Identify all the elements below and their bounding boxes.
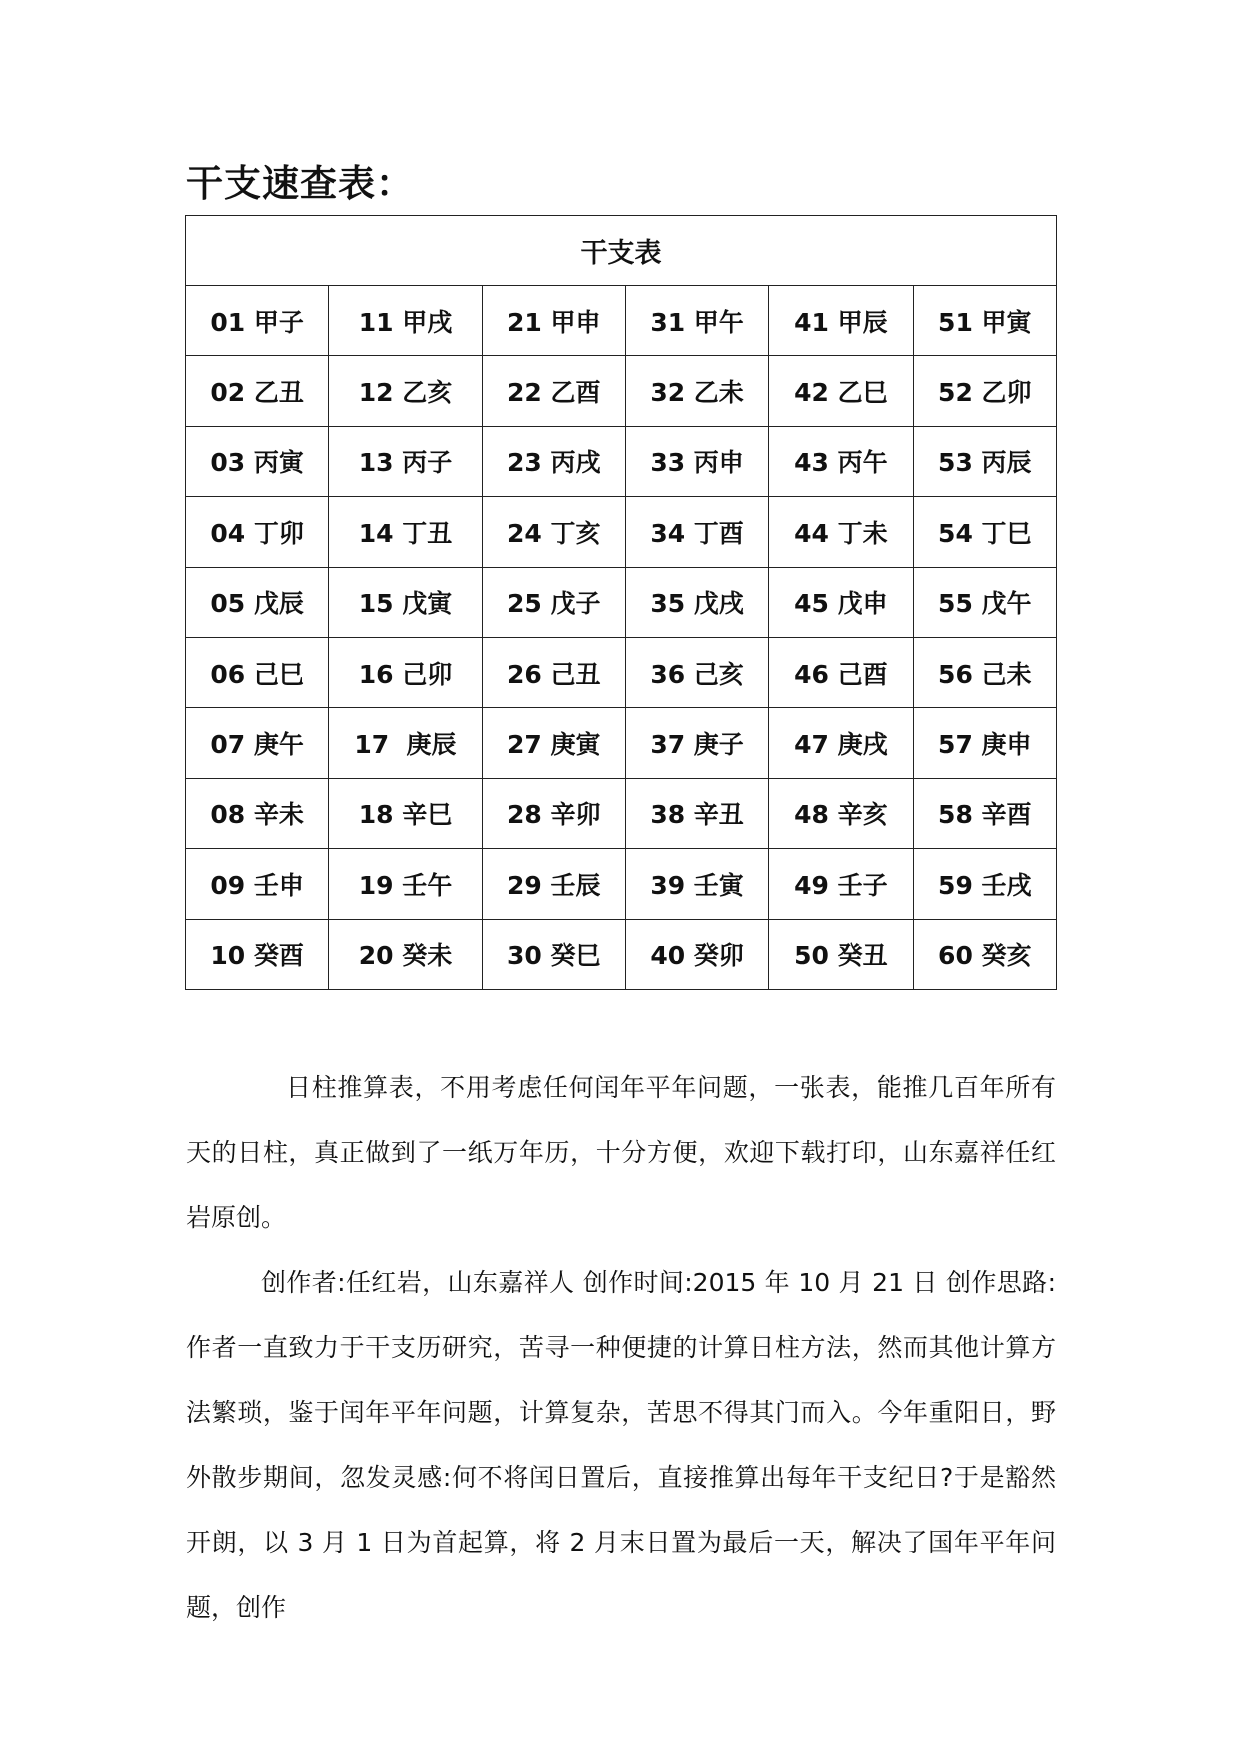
ganzhi-cell: 34 丁酉 bbox=[625, 497, 768, 567]
ganzhi-cell: 51 甲寅 bbox=[913, 286, 1056, 356]
table-row bbox=[186, 497, 1057, 567]
ganzhi-cell: 28 辛卯 bbox=[482, 778, 625, 848]
ganzhi-cell: 59 壬戌 bbox=[913, 849, 1056, 919]
table-caption-row bbox=[186, 216, 1057, 286]
table-row bbox=[186, 356, 1057, 426]
table-row bbox=[186, 849, 1057, 919]
ganzhi-cell: 35 戊戌 bbox=[625, 567, 768, 637]
ganzhi-cell: 26 己丑 bbox=[482, 637, 625, 707]
ganzhi-cell: 52 乙卯 bbox=[913, 356, 1056, 426]
ganzhi-cell: 14 丁丑 bbox=[329, 497, 482, 567]
ganzhi-cell: 49 壬子 bbox=[769, 849, 913, 919]
ganzhi-cell: 05 戊辰 bbox=[186, 567, 329, 637]
ganzhi-cell: 25 戊子 bbox=[482, 567, 625, 637]
ganzhi-cell: 27 庚寅 bbox=[482, 708, 625, 778]
ganzhi-cell: 21 甲申 bbox=[482, 286, 625, 356]
ganzhi-cell: 56 己未 bbox=[913, 637, 1056, 707]
ganzhi-cell: 08 辛未 bbox=[186, 778, 329, 848]
table-row bbox=[186, 778, 1057, 848]
ganzhi-cell: 11 甲戌 bbox=[329, 286, 482, 356]
author-paragraph: 创作者:任红岩，山东嘉祥人 创作时间:2015 年 10 月 21 日 创作思路:作者一直致力于干支历研究，苦寻一种便捷的计算日柱方法，然而其他计算方法繁琐，鉴于闰年平年问题，计算复杂，苦思不得其门而入。今年重阳日，野外散步期间，忽发灵感:何不将闰日置后，直接推算出每年干支纪日?于是豁然开朗，以 3 月 1 日为首起算，将 2 月末日置为最后一天，解决了国年平年问题，创作 bbox=[186, 1268, 1056, 1622]
ganzhi-cell: 33 丙申 bbox=[625, 426, 768, 496]
ganzhi-cell: 20 癸未 bbox=[329, 919, 482, 989]
ganzhi-cell: 23 丙戌 bbox=[482, 426, 625, 496]
ganzhi-cell: 30 癸巳 bbox=[482, 919, 625, 989]
ganzhi-cell: 24 丁亥 bbox=[482, 497, 625, 567]
page-title: 干支速查表： bbox=[186, 162, 414, 205]
ganzhi-cell: 45 戊申 bbox=[769, 567, 913, 637]
ganzhi-cell: 54 丁巳 bbox=[913, 497, 1056, 567]
ganzhi-cell: 29 壬辰 bbox=[482, 849, 625, 919]
ganzhi-cell: 43 丙午 bbox=[769, 426, 913, 496]
ganzhi-cell: 36 己亥 bbox=[625, 637, 768, 707]
ganzhi-cell: 60 癸亥 bbox=[913, 919, 1056, 989]
table-row bbox=[186, 637, 1057, 707]
ganzhi-cell: 04 丁卯 bbox=[186, 497, 329, 567]
ganzhi-cell: 38 辛丑 bbox=[625, 778, 768, 848]
ganzhi-cell: 55 戊午 bbox=[913, 567, 1056, 637]
ganzhi-cell: 39 壬寅 bbox=[625, 849, 768, 919]
ganzhi-cell: 41 甲辰 bbox=[769, 286, 913, 356]
ganzhi-cell: 37 庚子 bbox=[625, 708, 768, 778]
ganzhi-cell: 22 乙酉 bbox=[482, 356, 625, 426]
ganzhi-cell: 47 庚戌 bbox=[769, 708, 913, 778]
ganzhi-cell: 46 己酉 bbox=[769, 637, 913, 707]
ganzhi-cell: 50 癸丑 bbox=[769, 919, 913, 989]
ganzhi-table bbox=[185, 215, 1057, 990]
table-row bbox=[186, 286, 1057, 356]
ganzhi-cell: 09 壬申 bbox=[186, 849, 329, 919]
ganzhi-cell: 12 乙亥 bbox=[329, 356, 482, 426]
table-row bbox=[186, 426, 1057, 496]
ganzhi-cell: 16 己卯 bbox=[329, 637, 482, 707]
table-body bbox=[186, 286, 1057, 990]
ganzhi-cell: 18 辛巳 bbox=[329, 778, 482, 848]
ganzhi-cell: 44 丁未 bbox=[769, 497, 913, 567]
ganzhi-cell: 19 壬午 bbox=[329, 849, 482, 919]
table-row bbox=[186, 919, 1057, 989]
ganzhi-cell: 31 甲午 bbox=[625, 286, 768, 356]
ganzhi-cell: 42 乙巳 bbox=[769, 356, 913, 426]
ganzhi-cell: 02 乙丑 bbox=[186, 356, 329, 426]
table-caption: 干支表 bbox=[186, 216, 1057, 286]
ganzhi-cell: 15 戊寅 bbox=[329, 567, 482, 637]
ganzhi-cell: 03 丙寅 bbox=[186, 426, 329, 496]
table-row bbox=[186, 567, 1057, 637]
ganzhi-cell: 48 辛亥 bbox=[769, 778, 913, 848]
ganzhi-cell: 40 癸卯 bbox=[625, 919, 768, 989]
ganzhi-cell: 53 丙辰 bbox=[913, 426, 1056, 496]
ganzhi-cell: 10 癸酉 bbox=[186, 919, 329, 989]
ganzhi-cell: 07 庚午 bbox=[186, 708, 329, 778]
ganzhi-cell: 13 丙子 bbox=[329, 426, 482, 496]
ganzhi-cell: 01 甲子 bbox=[186, 286, 329, 356]
ganzhi-cell: 58 辛酉 bbox=[913, 778, 1056, 848]
intro-paragraph: 日柱推算表，不用考虑任何闰年平年问题，一张表，能推几百年所有天的日柱，真正做到了一纸万年历，十分方便，欢迎下载打印，山东嘉祥任红岩原创。 bbox=[186, 1073, 1056, 1232]
ganzhi-cell: 06 己巳 bbox=[186, 637, 329, 707]
ganzhi-cell: 57 庚申 bbox=[913, 708, 1056, 778]
table-row bbox=[186, 708, 1057, 778]
ganzhi-cell: 32 乙未 bbox=[625, 356, 768, 426]
ganzhi-cell: 17 庚辰 bbox=[329, 708, 482, 778]
